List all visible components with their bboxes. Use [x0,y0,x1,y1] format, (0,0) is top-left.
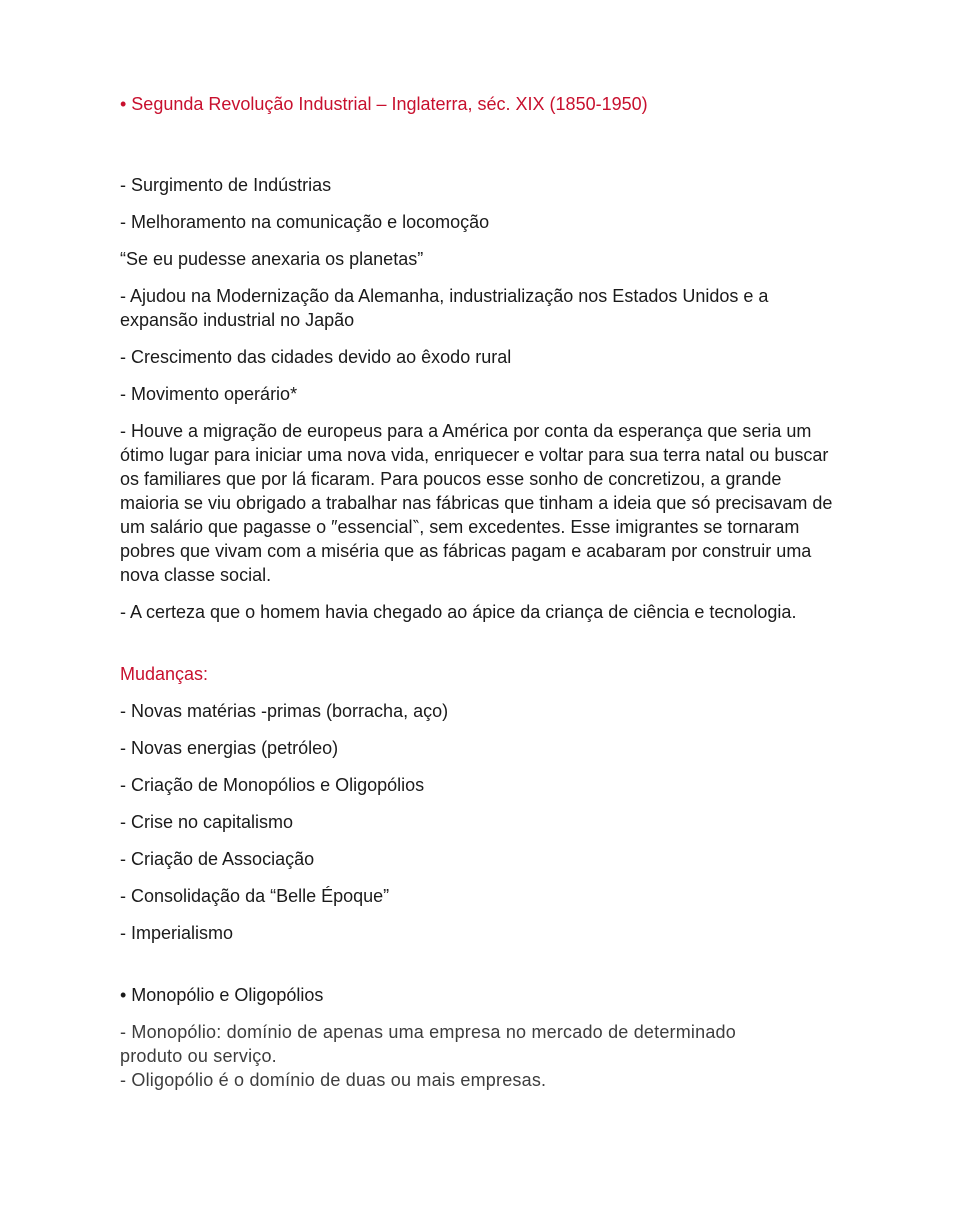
list-item: - Novas matérias -primas (borracha, aço) [120,701,449,721]
list-item: - Imperialismo [120,923,234,943]
list-item: - Criação de Associação [120,849,315,869]
definition-oligopolio: - Oligopólio é o domínio de duas ou mais empresas. [120,1070,547,1090]
list-item: - A certeza que o homem havia chegado ao ápice da criança de ciência e tecnologia. [120,602,797,622]
definition-monopolio: - Monopólio: domínio de apenas uma empresa no mercado de determinado produto ou serviço. [120,1022,736,1066]
section-heading-mudancas: Mudanças: [120,664,209,684]
list-item: - Surgimento de Indústrias [120,175,332,195]
list-item: - Novas energias (petróleo) [120,738,339,758]
list-item: - Ajudou na Modernização da Alemanha, industrialização nos Estados Unidos e a expansão industrial no Japão [120,286,769,330]
paragraph-migracao: - Houve a migração de europeus para a América por conta da esperança que seria um ótimo lugar para iniciar uma nova vida, enriquecer e voltar para sua terra natal ou buscar os familiares que por lá ficaram. Para poucos esse sonho de concretizou, a grande maioria se viu obrigado a trabalhar nas fábricas que tinham a ideia que só precisavam de um salário que pagasse o ″essencial‶, sem excedentes. Esse imigrantes se tornaram pobres que vivam com a miséria que as fábricas pagam e acabaram por construir uma nova classe social. [120,421,833,585]
list-item: - Movimento operário* [120,384,298,404]
list-item: - Crescimento das cidades devido ao êxodo rural [120,347,512,367]
list-item: - Melhoramento na comunicação e locomoção [120,212,490,232]
section-heading-segunda-revolucao: • Segunda Revolução Industrial – Inglaterra, séc. XIX (1850-1950) [120,94,648,114]
section-heading-monopolio: • Monopólio e Oligopólios [120,985,324,1005]
list-item: - Consolidação da “Belle Époque” [120,886,390,906]
quote-line: “Se eu pudesse anexaria os planetas” [120,249,424,269]
list-item: - Crise no capitalismo [120,812,294,832]
document-page [120,92,840,1092]
list-item: - Criação de Monopólios e Oligopólios [120,775,425,795]
